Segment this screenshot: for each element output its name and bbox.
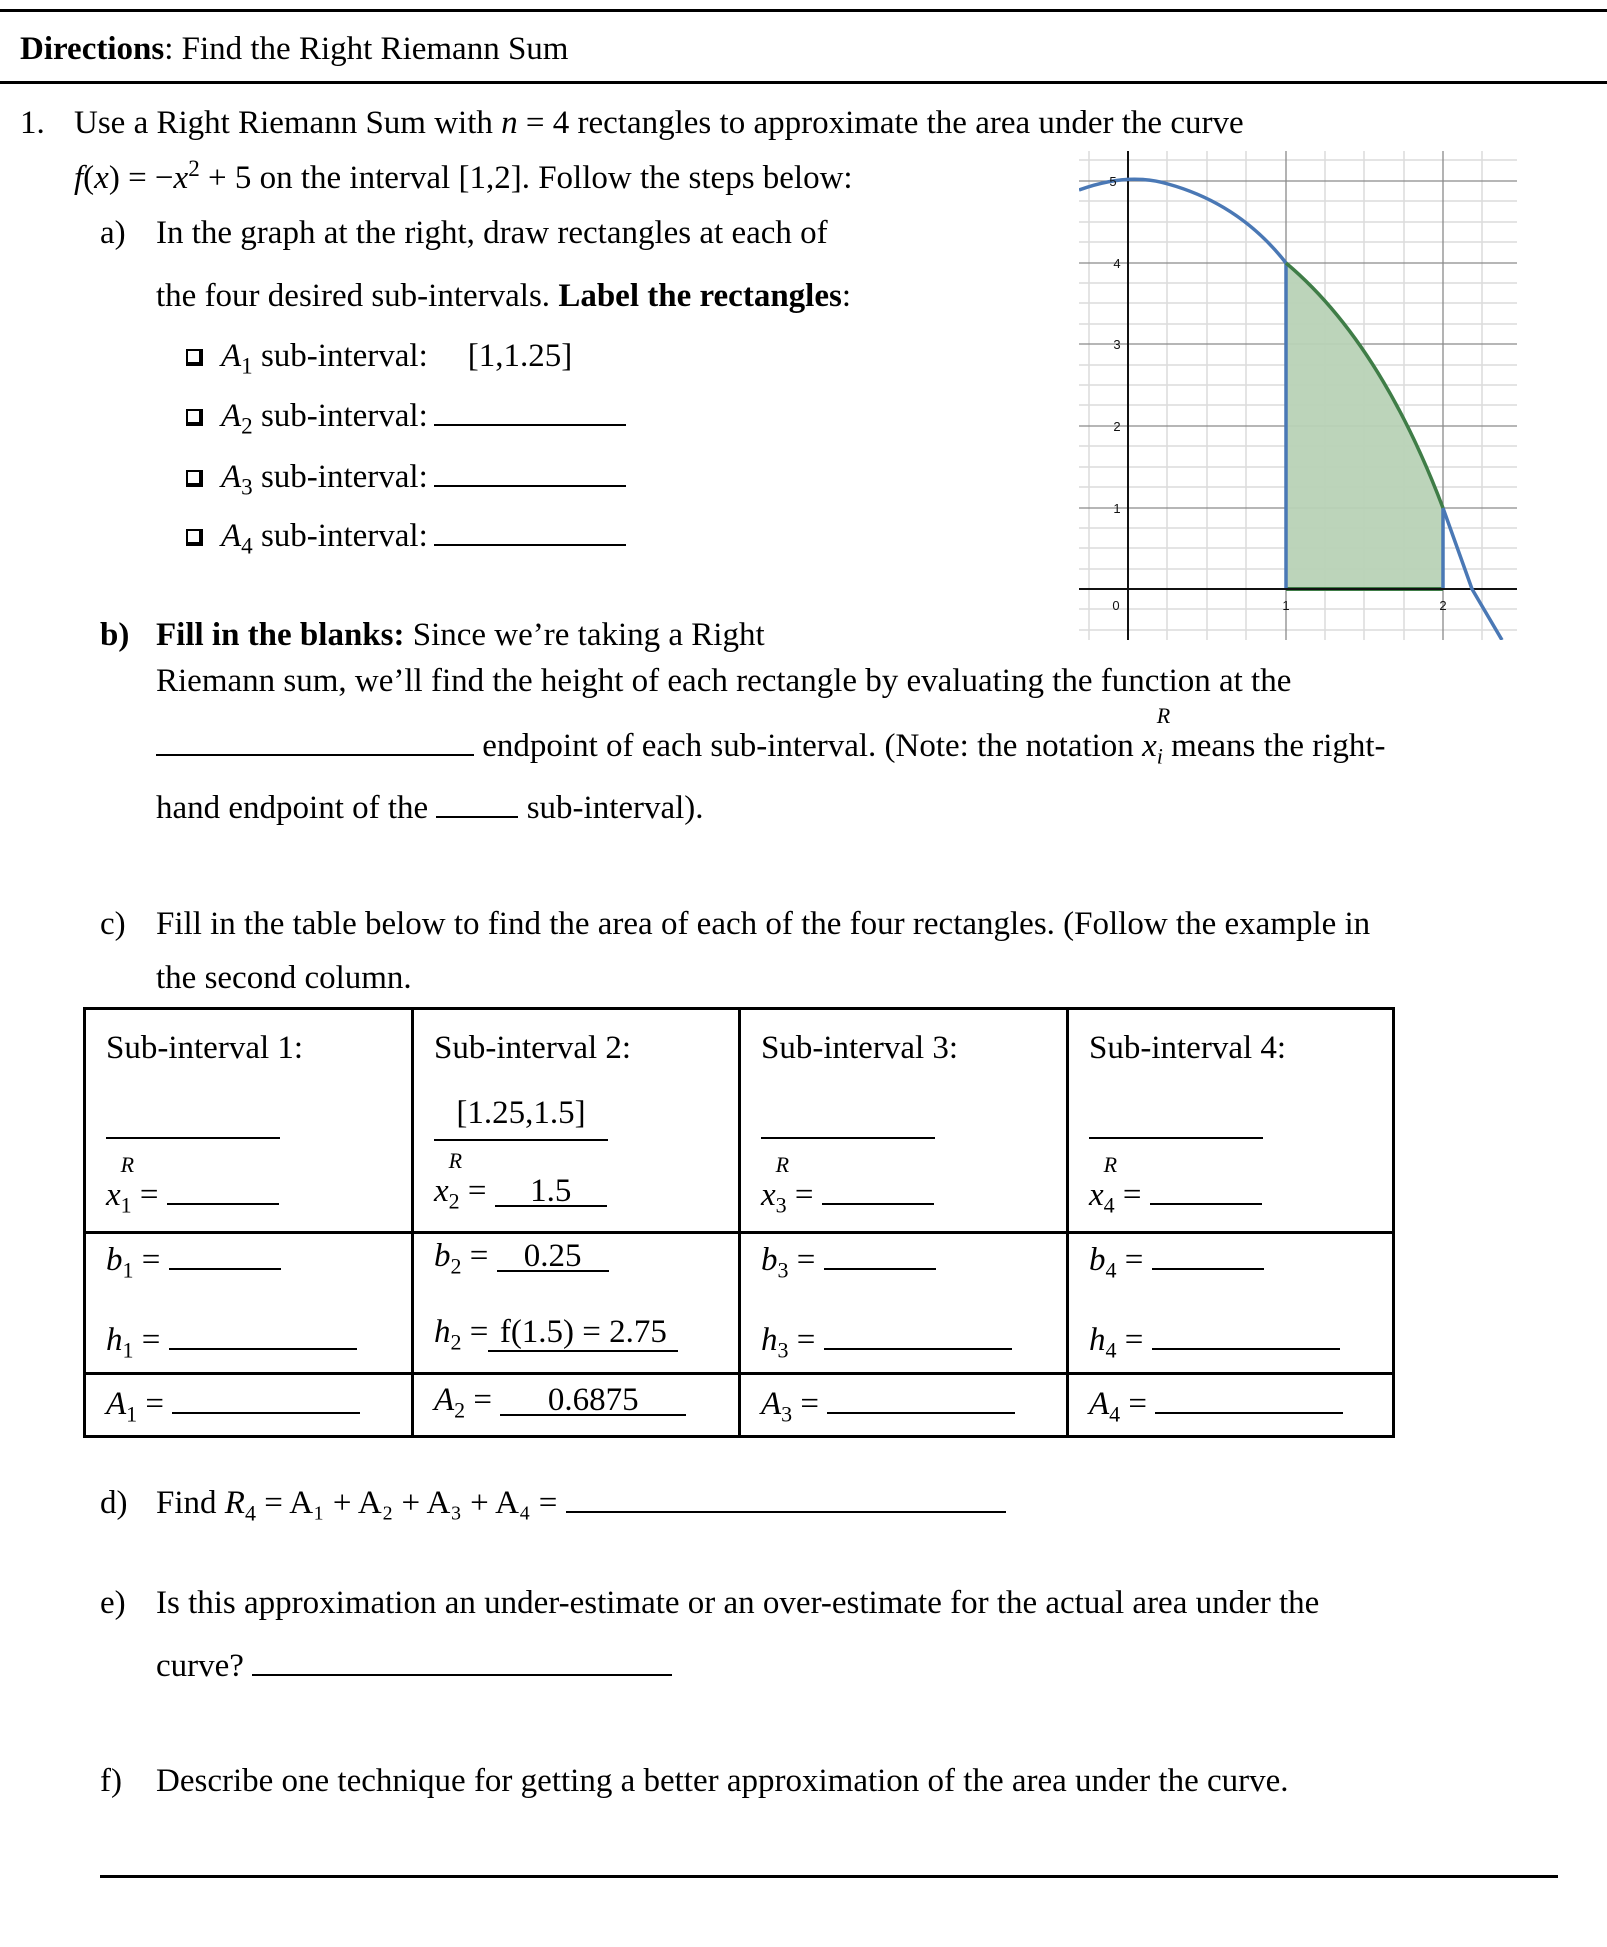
col3-h: $h_3$ = <box>761 1318 1012 1359</box>
svg-text:2: 2 <box>1113 419 1121 434</box>
col1-b: $b_1$ = <box>106 1238 281 1279</box>
technique-answer-line[interactable] <box>100 1875 1558 1878</box>
part-c-line-1: Fill in the table below to find the area of each of the four rectangles. (Follow the example in <box>156 906 1371 942</box>
col2-A: $A_2 = 0.6875$ <box>434 1382 686 1419</box>
part-a-letter: a) <box>100 215 126 251</box>
ith-blank[interactable] <box>436 815 518 818</box>
part-b-line-1: Fill in the blanks: Since we’re taking a Right <box>156 617 765 653</box>
question-line-1: Use a Right Riemann Sum with n = 4 rectangles to approximate the area under the curve <box>74 105 1244 141</box>
col1-header: Sub-interval 1: <box>106 1030 304 1066</box>
label-rectangles-emphasis: Label the rectangles <box>558 278 842 314</box>
col2-xR: x R $_2$ = 1.5 <box>434 1173 607 1210</box>
part-a-line-1: In the graph at the right, draw rectangles at each of <box>156 215 828 251</box>
part-f-letter: f) <box>100 1763 122 1799</box>
checklist-item-a1: $A_1$ sub-interval: [1,1.25] <box>186 338 572 375</box>
col4-interval <box>1089 1095 1263 1148</box>
svg-text:2: 2 <box>1439 598 1447 613</box>
col2-header: Sub-interval 2: <box>434 1030 632 1066</box>
col3-xR: x R $_3$ = <box>761 1173 934 1214</box>
svg-text:5: 5 <box>1109 174 1117 189</box>
part-e-line-1: Is this approximation an under-estimate or an over-estimate for the actual area under the <box>156 1585 1320 1621</box>
col2-h: $h_2 = f(1.5) = 2.75$ <box>434 1314 678 1352</box>
part-d-letter: d) <box>100 1485 128 1521</box>
col3-interval <box>761 1095 935 1148</box>
a2-interval-blank[interactable] <box>434 423 626 426</box>
endpoint-blank[interactable] <box>156 753 474 756</box>
svg-text:4: 4 <box>1113 256 1121 271</box>
directions-heading <box>20 31 568 68</box>
a1-interval-value: [1,1.25] <box>467 338 573 374</box>
col4-header: Sub-interval 4: <box>1089 1030 1287 1066</box>
col3-A: $A_3$ = <box>761 1382 1015 1423</box>
curve-blue <box>1079 179 1286 263</box>
part-f-line-1: Describe one technique for getting a better approximation of the area under the curve. <box>156 1763 1289 1799</box>
checklist-item-a2: $A_2$ sub-interval: <box>186 398 626 435</box>
directions-label: Directions <box>20 31 165 67</box>
part-b-line-4: hand endpoint of the sub-interval). <box>156 790 704 826</box>
question-line-2: $f(x) = -x^2 + 5$ on the interval [1,2]. Follow the steps below: <box>74 155 853 196</box>
col2-interval: [1.25,1.5] <box>434 1095 608 1141</box>
part-c-line-2: the second column. <box>156 960 412 996</box>
svg-text:3: 3 <box>1113 337 1121 352</box>
r4-answer-blank[interactable] <box>566 1510 1006 1513</box>
header-bottom-rule <box>0 81 1607 84</box>
svg-text:1: 1 <box>1282 598 1290 613</box>
svg-text:0: 0 <box>1112 598 1120 613</box>
directions-title: : Find the Right Riemann Sum <box>164 31 569 67</box>
col4-h: $h_4$ = <box>1089 1318 1340 1359</box>
a3-interval-blank[interactable] <box>434 484 626 487</box>
col3-header: Sub-interval 3: <box>761 1030 959 1066</box>
col1-interval <box>106 1095 280 1148</box>
col4-b: $b_4$ = <box>1089 1238 1264 1279</box>
estimate-answer-blank[interactable] <box>252 1673 672 1676</box>
a4-interval-blank[interactable] <box>434 543 626 546</box>
top-rule <box>0 9 1607 12</box>
checkbox-a2[interactable] <box>186 409 203 426</box>
checkbox-a3[interactable] <box>186 470 203 487</box>
part-c-letter: c) <box>100 906 126 942</box>
part-b-line-2: Riemann sum, we’ll find the height of each rectangle by evaluating the function at the <box>156 663 1292 699</box>
col2-b: $b_2 = 0.25$ <box>434 1238 609 1275</box>
part-b-letter: b) <box>100 617 130 653</box>
col4-A: $A_4$ = <box>1089 1382 1343 1423</box>
question-number: 1. <box>20 105 45 141</box>
checkbox-a4[interactable] <box>186 529 203 546</box>
col4-xR: x R $_4$ = <box>1089 1173 1262 1214</box>
checkbox-a1[interactable] <box>186 349 203 366</box>
part-b-line-3: endpoint of each sub-interval. (Note: the notation x R $_i$ means the right- <box>156 728 1386 765</box>
graph-svg <box>1079 151 1517 640</box>
riemann-table <box>83 1007 1395 1438</box>
checklist-item-a3: $A_3$ sub-interval: <box>186 459 626 496</box>
col1-h: $h_1$ = <box>106 1318 357 1359</box>
part-a-line-2: the four desired sub-intervals. Label the rectangles: <box>156 278 851 314</box>
col1-A: $A_1$ = <box>106 1382 360 1423</box>
checklist-item-a4: $A_4$ sub-interval: <box>186 518 626 555</box>
col1-xR: x R $_1$ = <box>106 1173 279 1214</box>
col3-b: $b_3$ = <box>761 1238 936 1279</box>
function-graph <box>1079 151 1517 640</box>
notation-xiR: x R $_i$ <box>1142 703 1171 769</box>
part-e-line-2: curve? <box>156 1648 672 1685</box>
part-e-letter: e) <box>100 1585 126 1621</box>
svg-text:1: 1 <box>1113 501 1121 516</box>
part-d-line: Find $R_4 = A_1 + A_2 + A_3 + A_4$ = <box>156 1485 1006 1522</box>
